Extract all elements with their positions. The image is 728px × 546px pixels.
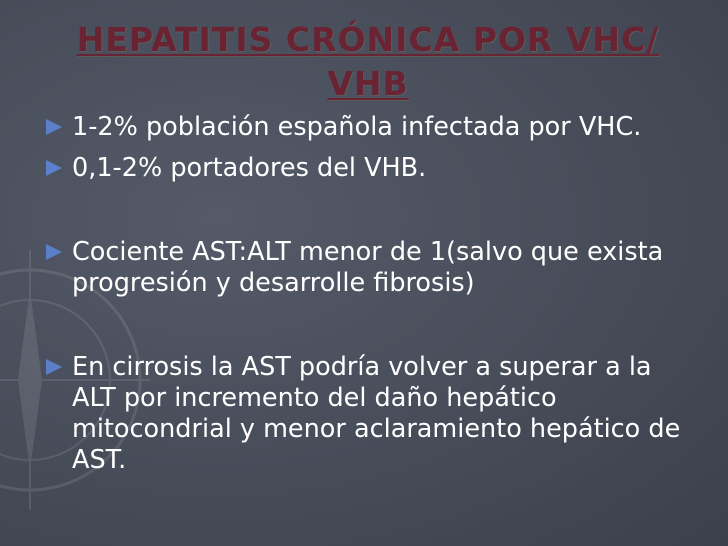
bullet-text: 1-2% población española infectada por VHC. bbox=[72, 112, 642, 142]
triangle-bullet-icon bbox=[46, 160, 62, 176]
triangle-bullet-icon bbox=[46, 359, 62, 375]
bullet-item bbox=[46, 352, 686, 476]
bullet-item bbox=[46, 237, 686, 299]
bullet-item bbox=[46, 153, 686, 184]
bullet-text: Cociente AST:ALT menor de 1(salvo que exista progresión y desarrolle fibrosis) bbox=[72, 237, 664, 298]
slide-title-line-1: HEPATITIS CRÓNICA POR VHC/ bbox=[76, 20, 660, 59]
triangle-bullet-icon bbox=[46, 244, 62, 260]
triangle-bullet-icon bbox=[46, 119, 62, 135]
bullet-list bbox=[46, 112, 686, 476]
bullet-text: 0,1-2% portadores del VHB. bbox=[72, 153, 427, 183]
bullet-item bbox=[46, 112, 686, 143]
slide-title bbox=[38, 18, 698, 106]
bullet-text: En cirrosis la AST podría volver a superar a la ALT por incremento del daño hepático mitocondrial y menor aclaramiento hepático de AST. bbox=[72, 352, 681, 475]
slide-title-line-2: VHB bbox=[327, 64, 409, 103]
